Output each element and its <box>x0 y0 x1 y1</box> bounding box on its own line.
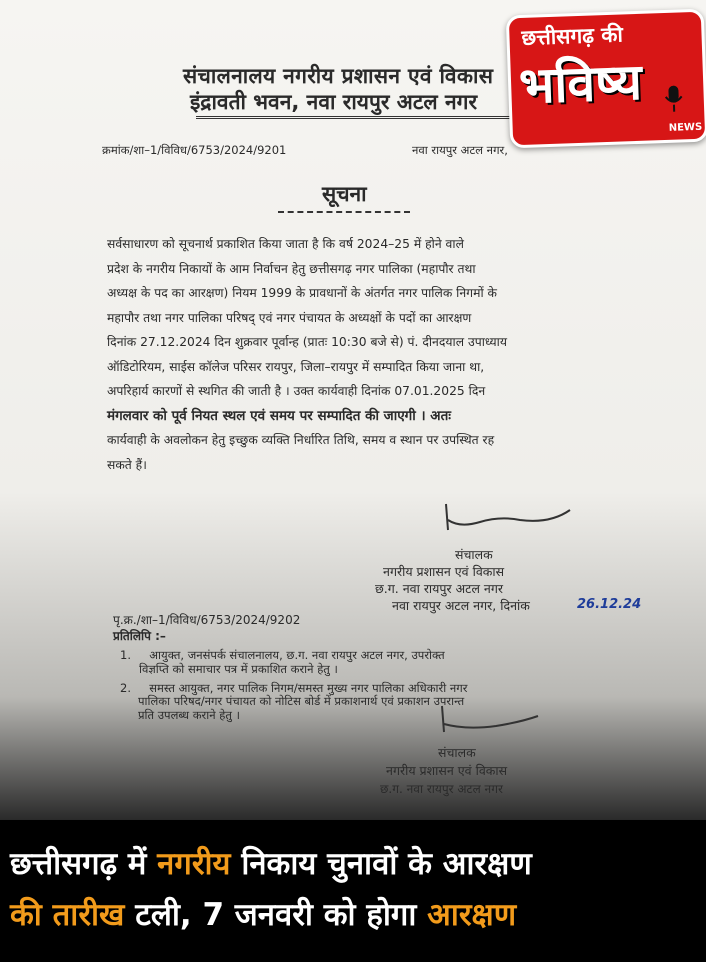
copy-item-text: समस्त आयुक्त, नगर पालिक निगम/समस्त मुख्य नगर पालिका अधिकारी नगर <box>149 681 468 695</box>
office-header-line1: संचालनालय नगरीय प्रशासन एवं विकास <box>183 64 494 88</box>
body-line: कार्यवाही के अवलोकन हेतु इच्छुक व्यक्ति निर्धारित तिथि, समय व स्थान पर उपस्थित रह <box>107 433 495 447</box>
headline-highlight: की तारीख <box>10 897 125 933</box>
reference-number: क्रमांक/शा–1/विविध/6753/2024/9201 <box>102 143 287 157</box>
signature-1 <box>440 498 580 538</box>
copy-item-number: 2. <box>120 681 131 695</box>
logo-main-text: भविष्य <box>518 52 643 116</box>
copy-reference-number: पृ.क्र./शा–1/विविध/6753/2024/9202 <box>113 613 301 627</box>
notice-title: सूचना <box>322 182 367 206</box>
body-line: सर्वसाधारण को सूचनार्थ प्रकाशित किया जाता है कि वर्ष 2024–25 में होने वाले <box>107 237 464 251</box>
body-line: मंगलवार को पूर्व नियत स्थल एवं समय पर सम्पादित की जाएगी । अतः <box>107 407 452 424</box>
signatory-date: 26.12.24 <box>577 597 642 612</box>
notice-body <box>107 232 585 477</box>
headline-line2 <box>10 893 516 935</box>
copy-item-2-line3: प्रति उपलब्ध कराने हेतु । <box>138 708 240 722</box>
copy-label: प्रतिलिपि :– <box>113 629 166 643</box>
body-line: दिनांक 27.12.2024 दिन शुक्रवार पूर्वान्ह (प्रातः 10:30 बजे से) पं. दीनदयाल उपाध्याय <box>107 335 507 349</box>
body-line: ऑडिटोरियम, साईस कॉलेज परिसर रायपुर, जिला–रायपुर में सम्पादित किया जाना था, <box>107 359 485 374</box>
headline-line1 <box>10 842 532 884</box>
signatory-department: नगरीय प्रशासन एवं विकास <box>383 564 505 579</box>
signatory-title: संचालक <box>455 547 493 562</box>
body-line: प्रदेश के नगरीय निकायों के आम निर्वाचन हेतु छत्तीसगढ़ नगर पालिका (महापौर तथा <box>107 261 476 276</box>
headline-highlight: नगरीय <box>157 846 231 882</box>
reference-place: नवा रायपुर अटल नगर, <box>412 143 508 157</box>
body-line: अध्यक्ष के पद का आरक्षण) नियम 1999 के प्रावधानों के अंतर्गत नगर पालिक निगमों के <box>107 286 497 300</box>
headline-highlight: आरक्षण <box>427 897 517 933</box>
header-divider <box>196 116 526 119</box>
logo-top-text: छत्तीसगढ़ की <box>521 22 624 50</box>
logo-news-text: NEWS <box>668 121 703 134</box>
copy-item-1-line2: विज्ञप्ति को समाचार पत्र में प्रकाशित कराने हेतु । <box>139 662 338 676</box>
copy-item-text: आयुक्त, जनसंपर्क संचालनालय, छ.ग. नवा रायपुर अटल नगर, उपरोक्त <box>149 648 445 662</box>
footer-signatory-place: छ.ग. नवा रायपुर अटल नगर <box>380 782 503 796</box>
channel-logo <box>506 9 706 149</box>
footer-signatory-department: नगरीय प्रशासन एवं विकास <box>386 763 508 778</box>
body-line: अपरिहार्य कारणों से स्थगित की जाती है । उक्त कार्यवाही दिनांक 07.01.2025 दिन <box>107 384 486 398</box>
office-header-line2: इंद्रावती भवन, नवा रायपुर अटल नगर <box>190 90 478 114</box>
footer-signatory-title: संचालक <box>438 745 476 760</box>
title-underline <box>278 211 410 213</box>
headline-segment: छत्तीसगढ़ में <box>10 846 147 882</box>
headline-segment: निकाय चुनावों के आरक्षण <box>241 846 532 882</box>
headline-segment: टली, 7 जनवरी को होगा <box>135 897 417 933</box>
copy-item-1-line1 <box>120 648 445 663</box>
body-line: महापौर तथा नगर पालिका परिषद् एवं नगर पंचायत के अध्यक्षों के पदों का आरक्षण <box>107 310 472 325</box>
signatory-place-date-label: नवा रायपुर अटल नगर, दिनांक <box>392 598 530 613</box>
body-line: सकते हैं। <box>107 457 147 472</box>
copy-item-number: 1. <box>120 648 131 662</box>
signature-2 <box>436 702 546 738</box>
microphone-icon <box>663 84 684 113</box>
signatory-place: छ.ग. नवा रायपुर अटल नगर <box>375 581 503 596</box>
copy-item-2-line2: पालिका परिषद/नगर पंचायत को नोटिस बोर्ड में प्रकाशनार्थ एवं प्रकाशन उपरान्त <box>138 694 465 708</box>
